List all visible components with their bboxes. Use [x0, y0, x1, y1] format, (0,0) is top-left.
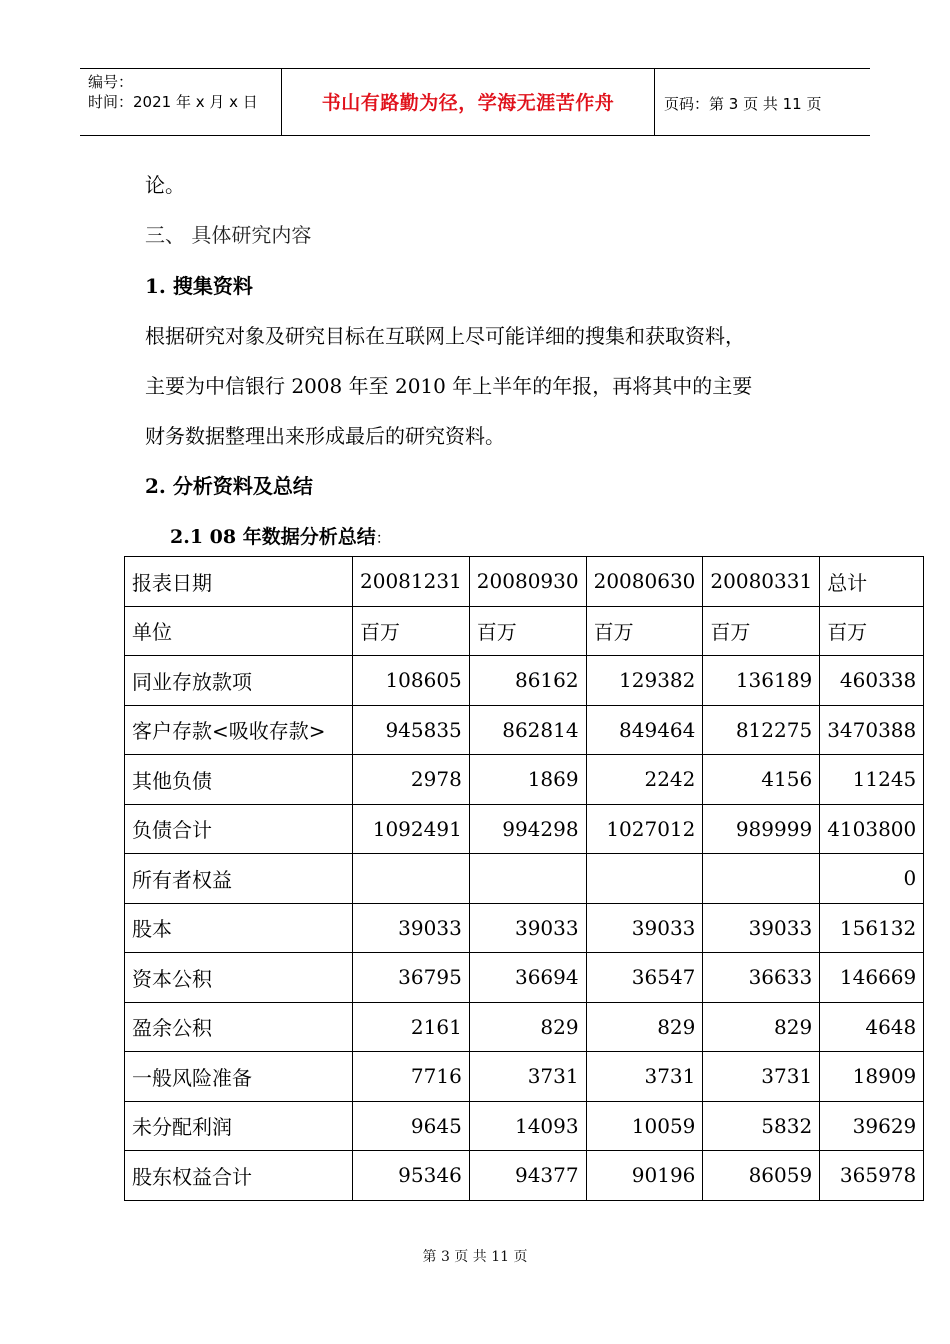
table-row: [125, 656, 924, 706]
table-body: [125, 557, 924, 1201]
header-time-label: 时间：2021 年 x 月 x 日: [88, 93, 258, 111]
row-label-cell: 负债合计: [125, 804, 353, 854]
value-cell: 百万: [586, 606, 703, 656]
table-row: [125, 804, 924, 854]
row-label-cell: 客户存款<吸收存款>: [125, 705, 353, 755]
table-row: [125, 1052, 924, 1102]
step1-line-1: 根据研究对象及研究目标在互联网上尽可能详细的搜集和获取资料，: [145, 324, 745, 348]
value-cell: 3731: [703, 1052, 820, 1102]
table-row: [125, 705, 924, 755]
table-row: [125, 1002, 924, 1052]
total-cell: 146669: [820, 953, 924, 1003]
table-row: [125, 854, 924, 904]
header-meta: [88, 72, 278, 112]
value-cell: 39033: [586, 903, 703, 953]
value-cell: 14093: [469, 1101, 586, 1151]
step1-line-2: 主要为中信银行 2008 年至 2010 年上半年的年报，再将其中的主要: [145, 374, 753, 398]
value-cell: 812275: [703, 705, 820, 755]
table-unit-row: [125, 606, 924, 656]
value-cell: 829: [703, 1002, 820, 1052]
header-page-label: 页码：第 3 页 共 11 页: [664, 95, 822, 113]
total-cell: 460338: [820, 656, 924, 706]
value-cell: 829: [469, 1002, 586, 1052]
row-label-cell: 股东权益合计: [125, 1151, 353, 1201]
subsection-heading: [170, 522, 391, 549]
value-cell: 百万: [703, 606, 820, 656]
value-cell: 94377: [469, 1151, 586, 1201]
row-label-cell: 报表日期: [125, 557, 353, 607]
subsection-heading-text: 2.1 08 年数据分析总结: [170, 526, 376, 548]
value-cell: [703, 854, 820, 904]
table-header-row: [125, 557, 924, 607]
value-cell: 2242: [586, 755, 703, 805]
value-cell: 849464: [586, 705, 703, 755]
total-cell: 4648: [820, 1002, 924, 1052]
table-row: [125, 953, 924, 1003]
value-cell: 百万: [469, 606, 586, 656]
value-cell: 3731: [586, 1052, 703, 1102]
value-cell: 36795: [353, 953, 470, 1003]
total-cell: 0: [820, 854, 924, 904]
value-cell: 86059: [703, 1151, 820, 1201]
value-cell: 945835: [353, 705, 470, 755]
value-cell: 百万: [353, 606, 470, 656]
total-cell: 4103800: [820, 804, 924, 854]
value-cell: 108605: [353, 656, 470, 706]
value-cell: 989999: [703, 804, 820, 854]
row-label-cell: 盈余公积: [125, 1002, 353, 1052]
step1-line-3: 财务数据整理出来形成最后的研究资料。: [145, 424, 505, 448]
value-cell: 36633: [703, 953, 820, 1003]
total-cell: 3470388: [820, 705, 924, 755]
value-cell: [469, 854, 586, 904]
value-cell: 10059: [586, 1101, 703, 1151]
value-cell: 39033: [703, 903, 820, 953]
value-cell: 36547: [586, 953, 703, 1003]
table-row: [125, 1101, 924, 1151]
value-cell: 862814: [469, 705, 586, 755]
total-cell: 百万: [820, 606, 924, 656]
row-label-cell: 资本公积: [125, 953, 353, 1003]
financial-data-table: [124, 556, 924, 1201]
value-cell: 1092491: [353, 804, 470, 854]
value-cell: [353, 854, 470, 904]
value-cell: 20080630: [586, 557, 703, 607]
subsection-heading-colon: ：: [375, 529, 391, 547]
header-motto: 书山有路勤为径，学海无涯苦作舟: [321, 92, 615, 114]
total-cell: 39629: [820, 1101, 924, 1151]
footer-page-number: 第 3 页 共 11 页: [422, 1249, 528, 1265]
row-label-cell: 其他负债: [125, 755, 353, 805]
value-cell: 129382: [586, 656, 703, 706]
value-cell: 20080930: [469, 557, 586, 607]
row-label-cell: 单位: [125, 606, 353, 656]
value-cell: 1869: [469, 755, 586, 805]
value-cell: 829: [586, 1002, 703, 1052]
row-label-cell: 未分配利润: [125, 1101, 353, 1151]
section-heading: 三、 具体研究内容: [145, 223, 312, 247]
value-cell: 86162: [469, 656, 586, 706]
header-number-label: 编号：: [88, 73, 134, 91]
value-cell: [586, 854, 703, 904]
paragraph-continuation: 论。: [145, 173, 185, 197]
value-cell: 1027012: [586, 804, 703, 854]
value-cell: 3731: [469, 1052, 586, 1102]
value-cell: 95346: [353, 1151, 470, 1201]
row-label-cell: 所有者权益: [125, 854, 353, 904]
value-cell: 2161: [353, 1002, 470, 1052]
total-cell: 18909: [820, 1052, 924, 1102]
value-cell: 136189: [703, 656, 820, 706]
value-cell: 90196: [586, 1151, 703, 1201]
table-row: [125, 755, 924, 805]
total-cell: 总计: [820, 557, 924, 607]
total-cell: 365978: [820, 1151, 924, 1201]
total-cell: 11245: [820, 755, 924, 805]
header-top-rule: [80, 68, 870, 69]
step2-heading: 2. 分析资料及总结: [145, 474, 313, 498]
row-label-cell: 股本: [125, 903, 353, 953]
value-cell: 4156: [703, 755, 820, 805]
row-label-cell: 同业存放款项: [125, 656, 353, 706]
value-cell: 39033: [469, 903, 586, 953]
value-cell: 20080331: [703, 557, 820, 607]
value-cell: 9645: [353, 1101, 470, 1151]
value-cell: 36694: [469, 953, 586, 1003]
row-label-cell: 一般风险准备: [125, 1052, 353, 1102]
step1-heading: 1. 搜集资料: [145, 274, 253, 298]
value-cell: 5832: [703, 1101, 820, 1151]
value-cell: 39033: [353, 903, 470, 953]
table-row: [125, 903, 924, 953]
total-cell: 156132: [820, 903, 924, 953]
header-bottom-rule: [80, 135, 870, 136]
value-cell: 994298: [469, 804, 586, 854]
value-cell: 2978: [353, 755, 470, 805]
value-cell: 7716: [353, 1052, 470, 1102]
header-divider-right: [654, 68, 655, 135]
table-row: [125, 1151, 924, 1201]
value-cell: 20081231: [353, 557, 470, 607]
